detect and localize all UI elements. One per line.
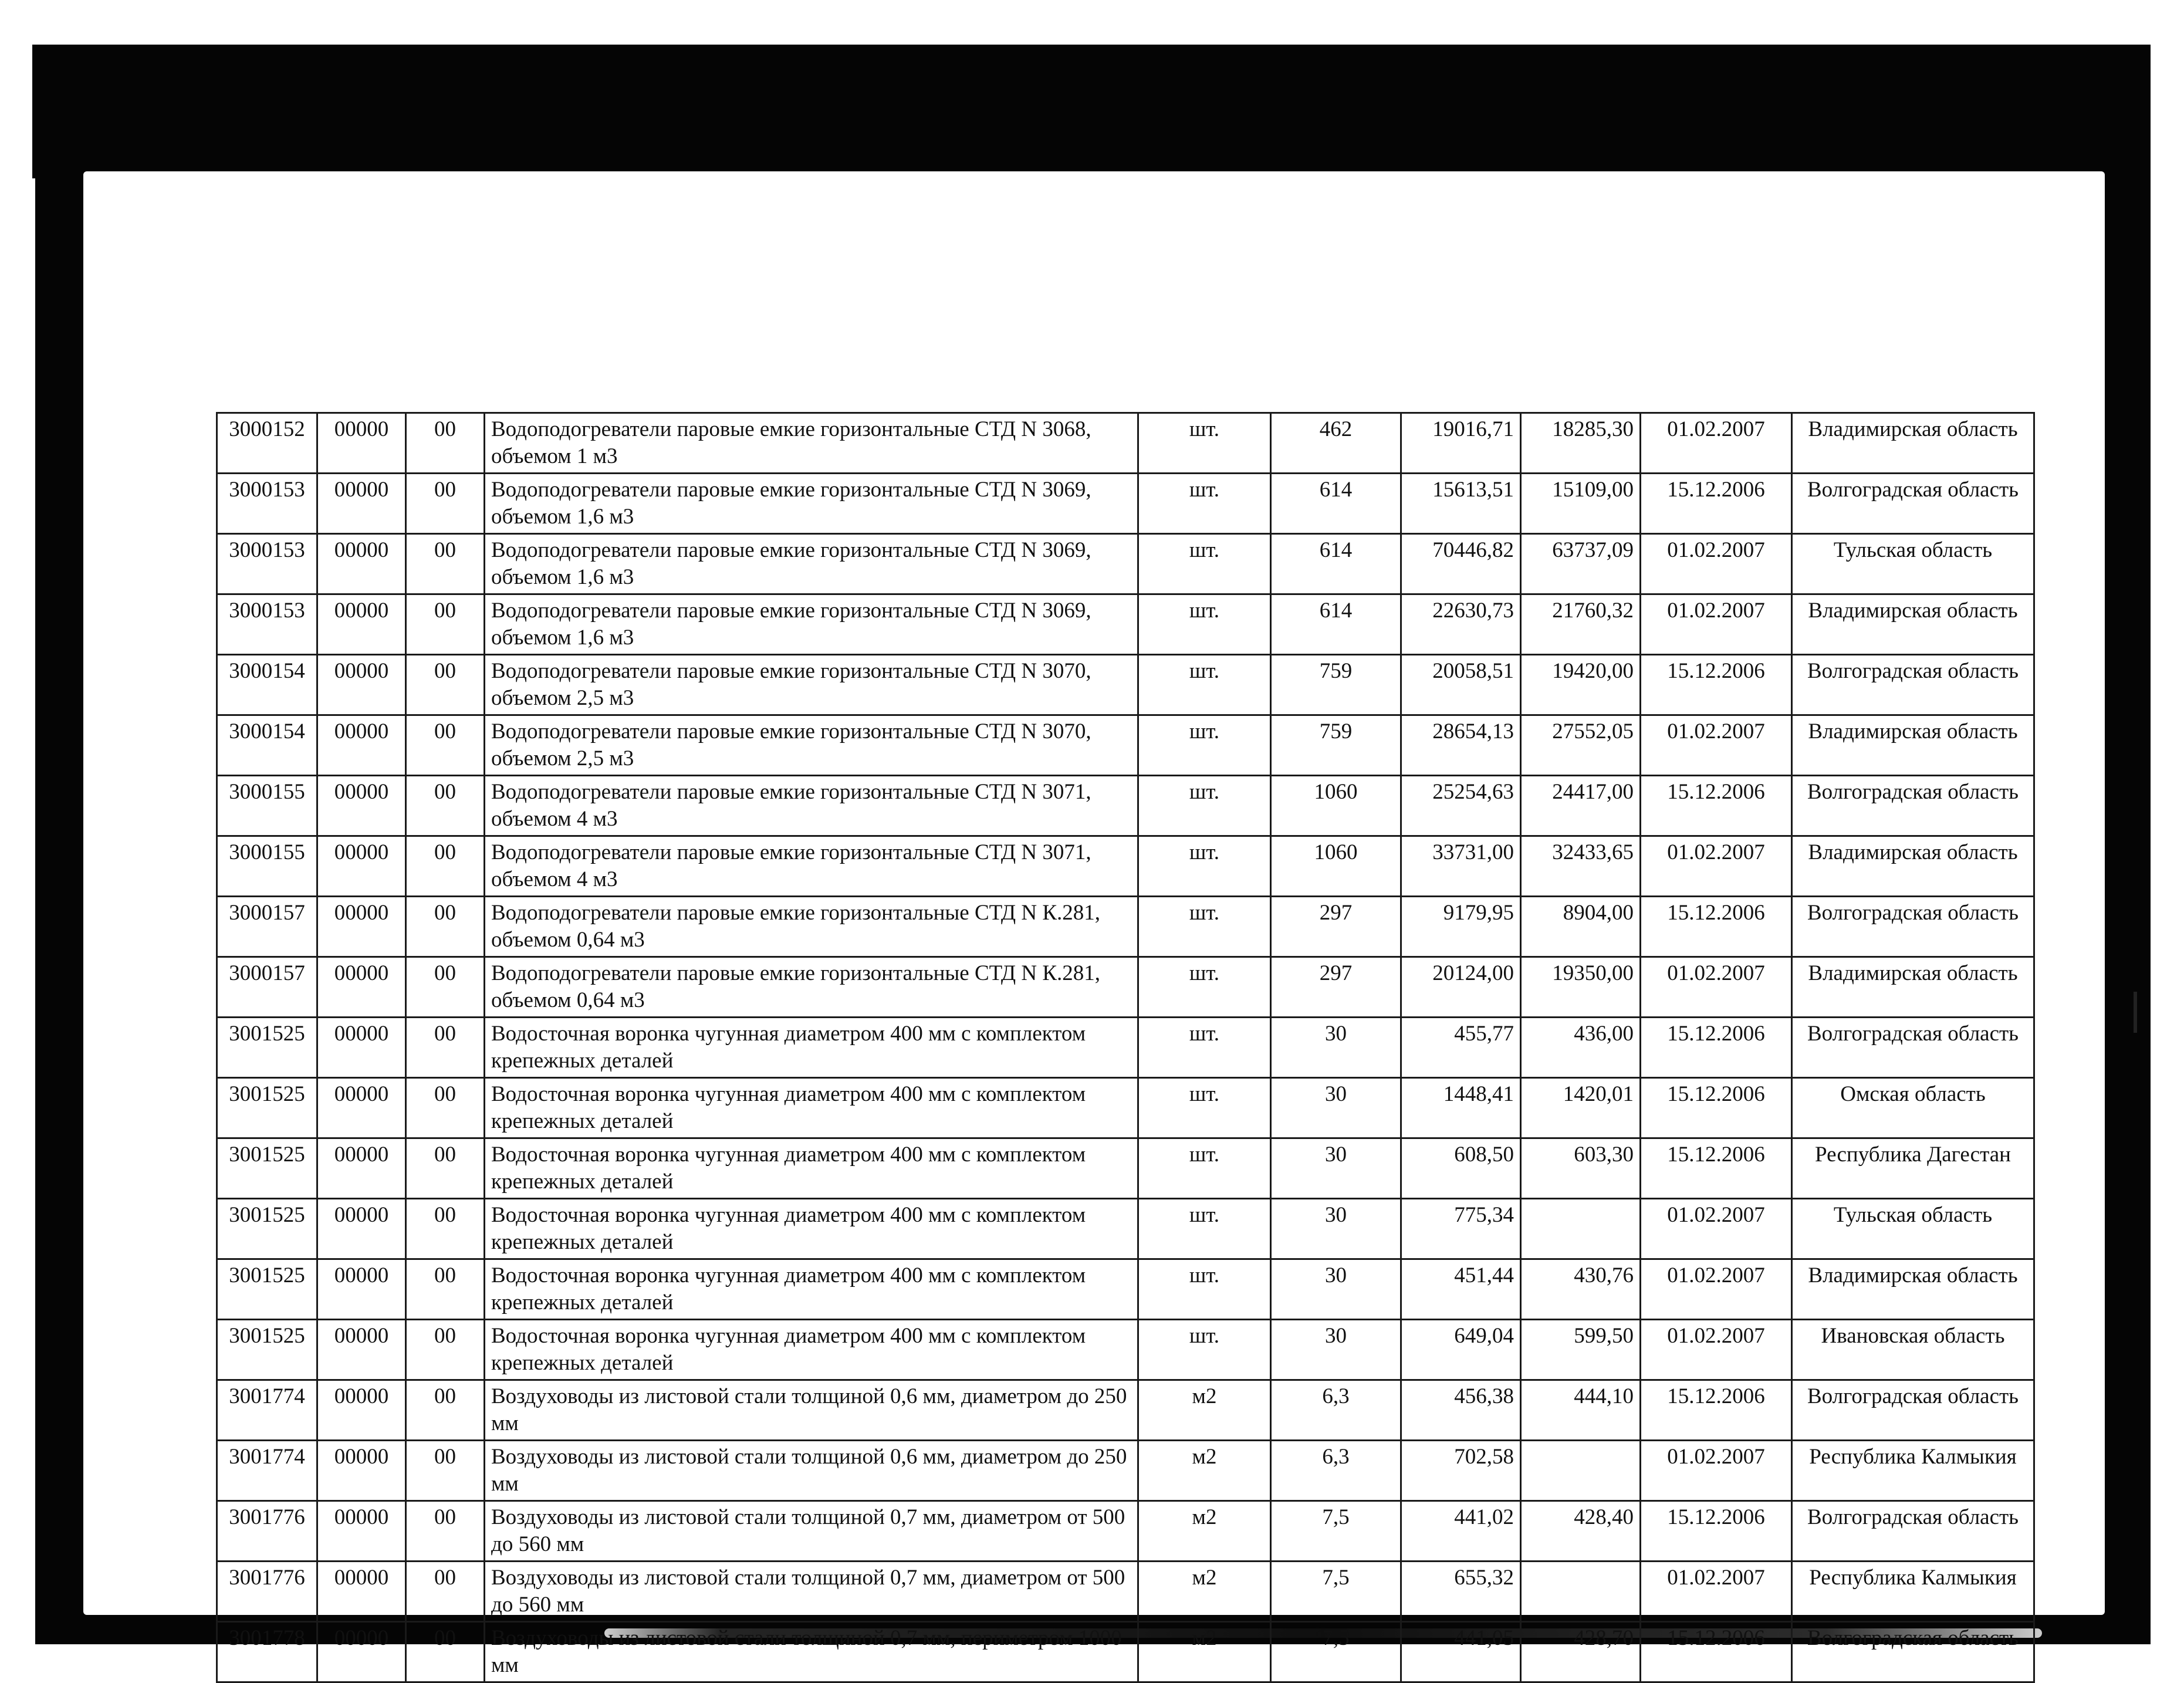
cell-code: 3001776 — [217, 1562, 317, 1622]
cell-index: 00 — [406, 1501, 485, 1562]
cell-quantity: 6,3 — [1271, 1380, 1401, 1441]
cell-name: Водоподогреватели паровые емкие горизонтальные СТД N 3070, объемом 2,5 м3 — [485, 715, 1138, 776]
cell-unit: м2 — [1138, 1501, 1271, 1562]
cell-index: 00 — [406, 1199, 485, 1259]
cell-region: Волгоградская область — [1792, 1501, 2034, 1562]
cell-index: 00 — [406, 534, 485, 594]
cell-date: 01.02.2007 — [1641, 836, 1792, 897]
cell-code: 3000152 — [217, 413, 317, 474]
cell-region: Владимирская область — [1792, 413, 2034, 474]
cell-price-1: 456,38 — [1401, 1380, 1521, 1441]
cell-code: 3000153 — [217, 594, 317, 655]
table-row — [217, 1562, 2034, 1622]
cell-quantity: 297 — [1271, 957, 1401, 1018]
cell-price-1: 70446,82 — [1401, 534, 1521, 594]
cell-code: 3001525 — [217, 1018, 317, 1078]
cell-region: Республика Калмыкия — [1792, 1562, 2034, 1622]
cell-name: Воздуховоды из листовой стали толщиной 0,7 мм, диаметром от 500 до 560 мм — [485, 1501, 1138, 1562]
cell-unit: м2 — [1138, 1622, 1271, 1682]
cell-unit: шт. — [1138, 1018, 1271, 1078]
price-table — [216, 412, 2035, 1683]
cell-code: 3001525 — [217, 1259, 317, 1320]
cell-region: Владимирская область — [1792, 957, 2034, 1018]
cell-code: 3000157 — [217, 957, 317, 1018]
cell-price-2: 8904,00 — [1521, 897, 1641, 957]
cell-price-1: 20124,00 — [1401, 957, 1521, 1018]
cell-code: 3000153 — [217, 474, 317, 534]
cell-code: 3000154 — [217, 655, 317, 715]
cell-name: Водоподогреватели паровые емкие горизонтальные СТД N К.281, объемом 0,64 м3 — [485, 897, 1138, 957]
cell-unit: шт. — [1138, 715, 1271, 776]
cell-quantity: 30 — [1271, 1018, 1401, 1078]
table-row — [217, 1622, 2034, 1682]
cell-name: Водоподогреватели паровые емкие горизонтальные СТД N К.281, объемом 0,64 м3 — [485, 957, 1138, 1018]
cell-quantity: 1060 — [1271, 776, 1401, 836]
cell-price-2: 15109,00 — [1521, 474, 1641, 534]
cell-code: 3001525 — [217, 1199, 317, 1259]
cell-date: 15.12.2006 — [1641, 1501, 1792, 1562]
cell-price-1: 702,58 — [1401, 1441, 1521, 1501]
table-row — [217, 1501, 2034, 1562]
cell-subcode: 00000 — [317, 655, 406, 715]
cell-unit: шт. — [1138, 776, 1271, 836]
cell-quantity: 30 — [1271, 1078, 1401, 1138]
cell-code: 3001525 — [217, 1138, 317, 1199]
cell-region: Волгоградская область — [1792, 897, 2034, 957]
cell-subcode: 00000 — [317, 897, 406, 957]
cell-index: 00 — [406, 1138, 485, 1199]
cell-name: Водоподогреватели паровые емкие горизонтальные СТД N 3069, объемом 1,6 м3 — [485, 474, 1138, 534]
table-row — [217, 836, 2034, 897]
cell-price-2: 24417,00 — [1521, 776, 1641, 836]
cell-index: 00 — [406, 897, 485, 957]
cell-region: Волгоградская область — [1792, 1380, 2034, 1441]
cell-name: Водоподогреватели паровые емкие горизонтальные СТД N 3071, объемом 4 м3 — [485, 836, 1138, 897]
cell-index: 00 — [406, 1622, 485, 1682]
cell-subcode: 00000 — [317, 1501, 406, 1562]
cell-region: Республика Дагестан — [1792, 1138, 2034, 1199]
cell-unit: шт. — [1138, 474, 1271, 534]
cell-subcode: 00000 — [317, 1259, 406, 1320]
cell-price-2: 27552,05 — [1521, 715, 1641, 776]
cell-quantity: 614 — [1271, 534, 1401, 594]
cell-index: 00 — [406, 1562, 485, 1622]
cell-price-2: 32433,65 — [1521, 836, 1641, 897]
table-row — [217, 776, 2034, 836]
cell-unit: м2 — [1138, 1441, 1271, 1501]
cell-subcode: 00000 — [317, 1562, 406, 1622]
cell-date: 01.02.2007 — [1641, 1199, 1792, 1259]
cell-quantity: 759 — [1271, 655, 1401, 715]
cell-price-1: 33731,00 — [1401, 836, 1521, 897]
cell-price-1: 441,05 — [1401, 1622, 1521, 1682]
cell-price-1: 28654,13 — [1401, 715, 1521, 776]
cell-date: 01.02.2007 — [1641, 1562, 1792, 1622]
cell-price-2: 18285,30 — [1521, 413, 1641, 474]
cell-quantity: 297 — [1271, 897, 1401, 957]
cell-price-2: 19350,00 — [1521, 957, 1641, 1018]
table-row — [217, 594, 2034, 655]
cell-date: 01.02.2007 — [1641, 1320, 1792, 1380]
cell-date: 01.02.2007 — [1641, 715, 1792, 776]
cell-region: Волгоградская область — [1792, 474, 2034, 534]
cell-unit: шт. — [1138, 655, 1271, 715]
cell-index: 00 — [406, 836, 485, 897]
table-row — [217, 957, 2034, 1018]
cell-price-2: 603,30 — [1521, 1138, 1641, 1199]
scan-border-left — [35, 88, 88, 1637]
cell-name: Водоподогреватели паровые емкие горизонтальные СТД N 3070, объемом 2,5 м3 — [485, 655, 1138, 715]
cell-price-2: 19420,00 — [1521, 655, 1641, 715]
cell-code: 3001776 — [217, 1501, 317, 1562]
cell-subcode: 00000 — [317, 776, 406, 836]
cell-date: 15.12.2006 — [1641, 1078, 1792, 1138]
table-row — [217, 715, 2034, 776]
cell-unit: м2 — [1138, 1562, 1271, 1622]
cell-price-1: 455,77 — [1401, 1018, 1521, 1078]
cell-name: Водосточная воронка чугунная диаметром 400 мм с комплектом крепежных деталей — [485, 1138, 1138, 1199]
table-row — [217, 1380, 2034, 1441]
scan-border-top — [32, 45, 2151, 178]
cell-code: 3000157 — [217, 897, 317, 957]
cell-region: Волгоградская область — [1792, 1018, 2034, 1078]
cell-index: 00 — [406, 1259, 485, 1320]
cell-price-1: 451,44 — [1401, 1259, 1521, 1320]
table-row — [217, 1199, 2034, 1259]
cell-date: 15.12.2006 — [1641, 897, 1792, 957]
cell-price-1: 20058,51 — [1401, 655, 1521, 715]
cell-region: Волгоградская область — [1792, 776, 2034, 836]
cell-date: 01.02.2007 — [1641, 957, 1792, 1018]
cell-price-1: 655,32 — [1401, 1562, 1521, 1622]
table-row — [217, 1138, 2034, 1199]
cell-date: 15.12.2006 — [1641, 1138, 1792, 1199]
cell-subcode: 00000 — [317, 1199, 406, 1259]
cell-code: 3000153 — [217, 534, 317, 594]
cell-subcode: 00000 — [317, 413, 406, 474]
cell-index: 00 — [406, 957, 485, 1018]
price-table-body — [217, 413, 2034, 1682]
cell-code: 3001525 — [217, 1320, 317, 1380]
cell-quantity: 614 — [1271, 474, 1401, 534]
cell-date: 15.12.2006 — [1641, 1018, 1792, 1078]
cell-price-1: 649,04 — [1401, 1320, 1521, 1380]
cell-name: Водоподогреватели паровые емкие горизонтальные СТД N 3071, объемом 4 м3 — [485, 776, 1138, 836]
cell-subcode: 00000 — [317, 1018, 406, 1078]
cell-region: Омская область — [1792, 1078, 2034, 1138]
cell-index: 00 — [406, 1018, 485, 1078]
cell-quantity: 7,5 — [1271, 1501, 1401, 1562]
cell-unit: шт. — [1138, 413, 1271, 474]
table-row — [217, 1259, 2034, 1320]
cell-price-2: 63737,09 — [1521, 534, 1641, 594]
cell-name: Водосточная воронка чугунная диаметром 400 мм с комплектом крепежных деталей — [485, 1259, 1138, 1320]
cell-name: Воздуховоды из листовой стали толщиной 0,6 мм, диаметром до 250 мм — [485, 1380, 1138, 1441]
cell-price-2: 599,50 — [1521, 1320, 1641, 1380]
cell-code: 3000154 — [217, 715, 317, 776]
cell-name: Водоподогреватели паровые емкие горизонтальные СТД N 3068, объемом 1 м3 — [485, 413, 1138, 474]
scan-border-right — [2098, 45, 2151, 1641]
cell-quantity: 30 — [1271, 1199, 1401, 1259]
cell-price-2 — [1521, 1562, 1641, 1622]
cell-region: Волгоградская область — [1792, 1622, 2034, 1682]
cell-region: Владимирская область — [1792, 715, 2034, 776]
cell-subcode: 00000 — [317, 957, 406, 1018]
cell-quantity: 30 — [1271, 1259, 1401, 1320]
cell-date: 01.02.2007 — [1641, 1259, 1792, 1320]
cell-price-1: 441,02 — [1401, 1501, 1521, 1562]
cell-region: Республика Калмыкия — [1792, 1441, 2034, 1501]
table-row — [217, 413, 2034, 474]
cell-subcode: 00000 — [317, 1441, 406, 1501]
table-row — [217, 1441, 2034, 1501]
cell-quantity: 30 — [1271, 1320, 1401, 1380]
cell-unit: шт. — [1138, 897, 1271, 957]
cell-index: 00 — [406, 474, 485, 534]
cell-name: Водоподогреватели паровые емкие горизонтальные СТД N 3069, объемом 1,6 м3 — [485, 594, 1138, 655]
cell-price-1: 22630,73 — [1401, 594, 1521, 655]
cell-quantity: 462 — [1271, 413, 1401, 474]
cell-index: 00 — [406, 1078, 485, 1138]
cell-unit: м2 — [1138, 1380, 1271, 1441]
cell-price-2: 428,40 — [1521, 1501, 1641, 1562]
cell-price-1: 25254,63 — [1401, 776, 1521, 836]
cell-region: Владимирская область — [1792, 594, 2034, 655]
cell-region: Ивановская область — [1792, 1320, 2034, 1380]
cell-date: 01.02.2007 — [1641, 1441, 1792, 1501]
cell-subcode: 00000 — [317, 474, 406, 534]
cell-name: Водосточная воронка чугунная диаметром 400 мм с комплектом крепежных деталей — [485, 1320, 1138, 1380]
cell-unit: шт. — [1138, 1199, 1271, 1259]
cell-date: 15.12.2006 — [1641, 1622, 1792, 1682]
cell-quantity: 7,5 — [1271, 1622, 1401, 1682]
cell-code: 3001525 — [217, 1078, 317, 1138]
cell-date: 01.02.2007 — [1641, 594, 1792, 655]
cell-price-2: 1420,01 — [1521, 1078, 1641, 1138]
cell-index: 00 — [406, 413, 485, 474]
cell-date: 01.02.2007 — [1641, 413, 1792, 474]
cell-index: 00 — [406, 1441, 485, 1501]
cell-quantity: 1060 — [1271, 836, 1401, 897]
cell-name: Водосточная воронка чугунная диаметром 400 мм с комплектом крепежных деталей — [485, 1018, 1138, 1078]
table-row — [217, 1078, 2034, 1138]
cell-region: Владимирская область — [1792, 836, 2034, 897]
cell-price-2 — [1521, 1441, 1641, 1501]
cell-name: Водосточная воронка чугунная диаметром 400 мм с комплектом крепежных деталей — [485, 1199, 1138, 1259]
cell-date: 15.12.2006 — [1641, 1380, 1792, 1441]
cell-subcode: 00000 — [317, 1078, 406, 1138]
cell-unit: шт. — [1138, 836, 1271, 897]
cell-name: Воздуховоды из листовой стали толщиной 0,7 мм, диаметром от 500 до 560 мм — [485, 1562, 1138, 1622]
cell-price-2: 444,10 — [1521, 1380, 1641, 1441]
cell-index: 00 — [406, 1320, 485, 1380]
cell-price-1: 9179,95 — [1401, 897, 1521, 957]
cell-price-2 — [1521, 1199, 1641, 1259]
cell-index: 00 — [406, 715, 485, 776]
cell-subcode: 00000 — [317, 534, 406, 594]
cell-subcode: 00000 — [317, 1138, 406, 1199]
cell-price-2: 430,76 — [1521, 1259, 1641, 1320]
cell-price-1: 775,34 — [1401, 1199, 1521, 1259]
cell-subcode: 00000 — [317, 836, 406, 897]
cell-unit: шт. — [1138, 1320, 1271, 1380]
cell-name: Водосточная воронка чугунная диаметром 400 мм с комплектом крепежных деталей — [485, 1078, 1138, 1138]
table-row — [217, 534, 2034, 594]
cell-index: 00 — [406, 1380, 485, 1441]
cell-price-1: 608,50 — [1401, 1138, 1521, 1199]
cell-region: Тульская область — [1792, 1199, 2034, 1259]
cell-name: Воздуховоды из листовой стали толщиной 0,7 мм, периметром 1000 мм — [485, 1622, 1138, 1682]
cell-date: 01.02.2007 — [1641, 534, 1792, 594]
cell-unit: шт. — [1138, 594, 1271, 655]
table-row — [217, 655, 2034, 715]
table-row — [217, 474, 2034, 534]
table-row — [217, 1320, 2034, 1380]
cell-unit: шт. — [1138, 1138, 1271, 1199]
cell-quantity: 7,5 — [1271, 1562, 1401, 1622]
cell-price-1: 1448,41 — [1401, 1078, 1521, 1138]
cell-region: Волгоградская область — [1792, 655, 2034, 715]
cell-price-1: 19016,71 — [1401, 413, 1521, 474]
cell-subcode: 00000 — [317, 1320, 406, 1380]
cell-code: 3001778 — [217, 1622, 317, 1682]
cell-price-1: 15613,51 — [1401, 474, 1521, 534]
cell-index: 00 — [406, 776, 485, 836]
cell-date: 15.12.2006 — [1641, 474, 1792, 534]
cell-subcode: 00000 — [317, 594, 406, 655]
cell-price-2: 21760,32 — [1521, 594, 1641, 655]
cell-quantity: 759 — [1271, 715, 1401, 776]
cell-unit: шт. — [1138, 1078, 1271, 1138]
cell-code: 3000155 — [217, 836, 317, 897]
cell-index: 00 — [406, 594, 485, 655]
cell-subcode: 00000 — [317, 715, 406, 776]
cell-subcode: 00000 — [317, 1380, 406, 1441]
cell-date: 15.12.2006 — [1641, 655, 1792, 715]
scan-mark — [2134, 992, 2137, 1033]
cell-name: Водоподогреватели паровые емкие горизонтальные СТД N 3069, объемом 1,6 м3 — [485, 534, 1138, 594]
cell-price-2: 436,00 — [1521, 1018, 1641, 1078]
cell-quantity: 30 — [1271, 1138, 1401, 1199]
cell-unit: шт. — [1138, 957, 1271, 1018]
cell-region: Владимирская область — [1792, 1259, 2034, 1320]
table-row — [217, 897, 2034, 957]
table-row — [217, 1018, 2034, 1078]
cell-unit: шт. — [1138, 1259, 1271, 1320]
cell-subcode: 00000 — [317, 1622, 406, 1682]
cell-code: 3001774 — [217, 1380, 317, 1441]
cell-quantity: 614 — [1271, 594, 1401, 655]
cell-code: 3000155 — [217, 776, 317, 836]
cell-price-2: 428,70 — [1521, 1622, 1641, 1682]
cell-unit: шт. — [1138, 534, 1271, 594]
cell-region: Тульская область — [1792, 534, 2034, 594]
cell-name: Воздуховоды из листовой стали толщиной 0,6 мм, диаметром до 250 мм — [485, 1441, 1138, 1501]
cell-index: 00 — [406, 655, 485, 715]
cell-quantity: 6,3 — [1271, 1441, 1401, 1501]
cell-code: 3001774 — [217, 1441, 317, 1501]
cell-date: 15.12.2006 — [1641, 776, 1792, 836]
